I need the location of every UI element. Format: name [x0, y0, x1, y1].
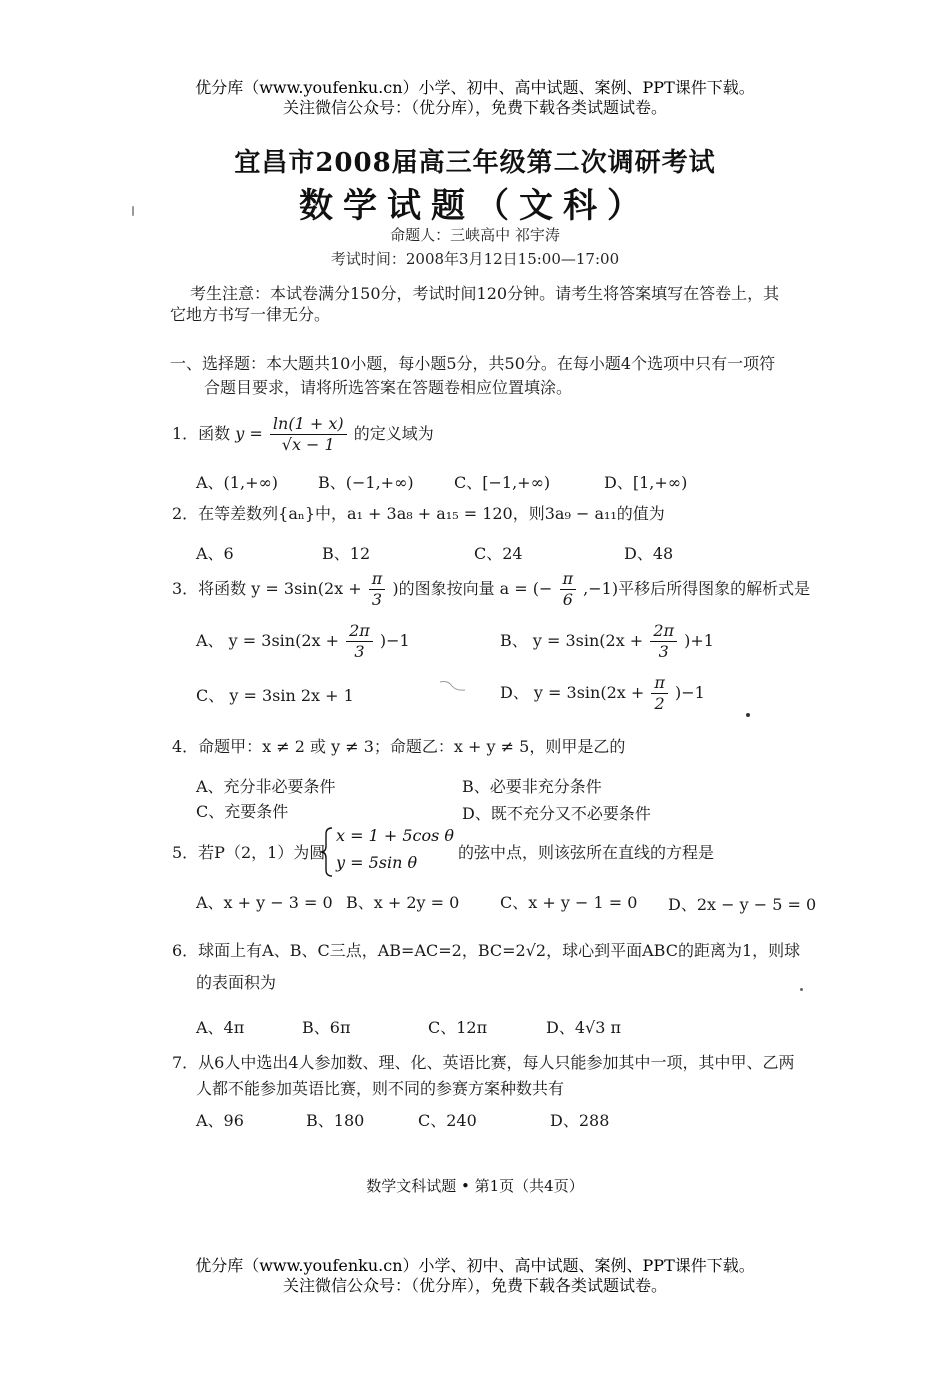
q3-d-fraction [651, 673, 668, 714]
q3-b-post: )+1 [684, 631, 714, 650]
q3-b-pre: B、 y = 3sin(2x + [500, 631, 644, 650]
q6-option-b: B、6π [302, 1018, 351, 1037]
section1-line-2: 合题目要求，请将所选答案在答题卷相应位置填涂。 [204, 378, 573, 397]
q3-a-num: 2π [346, 621, 373, 642]
scan-smudge [438, 678, 468, 694]
q7-option-c: C、240 [418, 1111, 477, 1130]
question-6-line-1: 6．球面上有A、B、C三点，AB=AC=2，BC=2√2，球心到平面ABC的距离为1，则球 [172, 941, 801, 960]
q4-option-c: C、充要条件 [196, 802, 289, 821]
q3-prefix: 3．将函数 y = 3sin(2x + [172, 579, 362, 598]
bottom-banner-line-2: 关注微信公众号：（优分库），免费下载各类试题试卷。 [282, 1276, 667, 1295]
q3-f2-num: π [560, 569, 577, 590]
question-7-line-2: 人都不能参加英语比赛，则不同的参赛方案种数共有 [196, 1079, 565, 1098]
q3-d-post: )−1 [675, 683, 705, 702]
section1-line-1: 一、选择题：本大题共10小题，每小题5分，共50分。在每小题4个选项中只有一项符 [170, 354, 776, 373]
exam-author: 命题人：三峡高中 祁宇涛 [390, 226, 560, 244]
question-7-line-1: 7．从6人中选出4人参加数、理、化、英语比赛，每人只能参加其中一项，其中甲、乙两 [172, 1053, 795, 1072]
question-5-suffix: 的弦中点，则该弦所在直线的方程是 [458, 843, 715, 862]
q3-d-pre: D、 y = 3sin(2x + [500, 683, 645, 702]
exam-subtitle: 数学试题（文科） [299, 186, 651, 226]
q2-option-a: A、6 [196, 544, 234, 563]
q1-option-c: C、[−1,+∞) [454, 473, 551, 492]
q3-a-pre: A、 y = 3sin(2x + [196, 631, 340, 650]
question-5-prefix: 5．若P（2，1）为圆 [172, 843, 326, 862]
exam-title: 宜昌市2008届高三年级第二次调研考试 [234, 148, 716, 178]
q3-option-b [500, 618, 714, 664]
q1-prefix: 1．函数 [172, 424, 231, 443]
question-2: 2．在等差数列{aₙ}中，a₁ + 3a₈ + a₁₅ = 120，则3a₉ − a₁₁的值为 [172, 504, 665, 523]
q5-option-a: A、x + y − 3 = 0 [196, 893, 333, 912]
question-6-line-2: 的表面积为 [196, 973, 277, 992]
q1-option-a: A、(1,+∞) [196, 473, 279, 492]
q3-d-num: π [651, 673, 668, 694]
left-brace-icon [320, 826, 334, 878]
q1-fraction [270, 414, 347, 455]
q3-option-c: C、 y = 3sin 2x + 1 [196, 686, 354, 705]
q2-option-d: D、48 [624, 544, 674, 563]
q2-option-b: B、12 [322, 544, 371, 563]
q3-fraction-2 [560, 569, 577, 610]
q3-option-a [196, 618, 410, 664]
q2-option-c: C、24 [474, 544, 523, 563]
notice-line-2: 它地方书写一律无分。 [170, 305, 331, 324]
q4-option-a: A、充分非必要条件 [196, 777, 336, 796]
scan-dot [746, 713, 750, 717]
q3-f2-den: 6 [562, 590, 573, 609]
q3-b-num: 2π [650, 621, 677, 642]
q3-f1-num: π [369, 569, 386, 590]
q3-a-den: 3 [354, 642, 365, 661]
q3-suffix: ,−1)平移后所得图象的解析式是 [583, 579, 811, 598]
banner-line-1: 优分库（www.youfenku.cn）小学、初中、高中试题、案例、PPT课件下载。 [195, 78, 755, 97]
q6-option-a: A、4π [196, 1018, 245, 1037]
scan-mark [132, 206, 134, 216]
q4-option-b: B、必要非充分条件 [462, 777, 602, 796]
q3-a-fraction [346, 621, 373, 662]
q6-option-d: D、4√3 π [546, 1018, 621, 1037]
banner-line-2: 关注微信公众号：（优分库），免费下载各类试题试卷。 [282, 98, 667, 117]
question-1 [172, 410, 434, 458]
q3-mid: )的图象按向量 a = (− [392, 579, 553, 598]
scan-dot [800, 988, 803, 991]
question-4: 4．命题甲：x ≠ 2 或 y ≠ 3；命题乙：x + y ≠ 5，则甲是乙的 [172, 737, 626, 756]
q4-option-d: D、既不充分又不必要条件 [462, 804, 651, 823]
q3-a-post: )−1 [379, 631, 410, 650]
q1-option-b: B、(−1,+∞) [318, 473, 414, 492]
q3-b-fraction [650, 621, 677, 662]
q3-b-den: 3 [658, 642, 669, 661]
exam-time: 考试时间：2008年3月12日15:00—17:00 [330, 250, 620, 268]
q6-option-c: C、12π [428, 1018, 488, 1037]
q3-option-d [500, 670, 705, 716]
bottom-banner-line-1: 优分库（www.youfenku.cn）小学、初中、高中试题、案例、PPT课件下载。 [195, 1256, 755, 1275]
q5-option-c: C、x + y − 1 = 0 [500, 893, 638, 912]
q5-equation-1: x = 1 + 5cos θ [336, 826, 455, 845]
q7-option-d: D、288 [550, 1111, 610, 1130]
q5-option-d: D、2x − y − 5 = 0 [668, 895, 817, 914]
notice-line-1: 考生注意：本试卷满分150分，考试时间120分钟。请考生将答案填写在答卷上，其 [190, 284, 780, 303]
q1-suffix: 的定义域为 [353, 424, 434, 443]
q5-equation-2: y = 5sin θ [336, 853, 418, 872]
q1-numerator: ln(1 + x) [270, 414, 347, 435]
q3-fraction-1 [369, 569, 386, 610]
q1-option-d: D、[1,+∞) [604, 473, 688, 492]
q3-f1-den: 3 [371, 590, 383, 609]
q5-option-b: B、x + 2y = 0 [346, 893, 460, 912]
q7-option-b: B、180 [306, 1111, 365, 1130]
q1-denominator: √x − 1 [281, 435, 335, 454]
page-footer: 数学文科试题 • 第1页（共4页） [366, 1177, 584, 1195]
q3-d-den: 2 [654, 694, 665, 713]
q1-y: y = [235, 424, 263, 443]
q7-option-a: A、96 [196, 1111, 244, 1130]
question-3 [172, 566, 810, 612]
